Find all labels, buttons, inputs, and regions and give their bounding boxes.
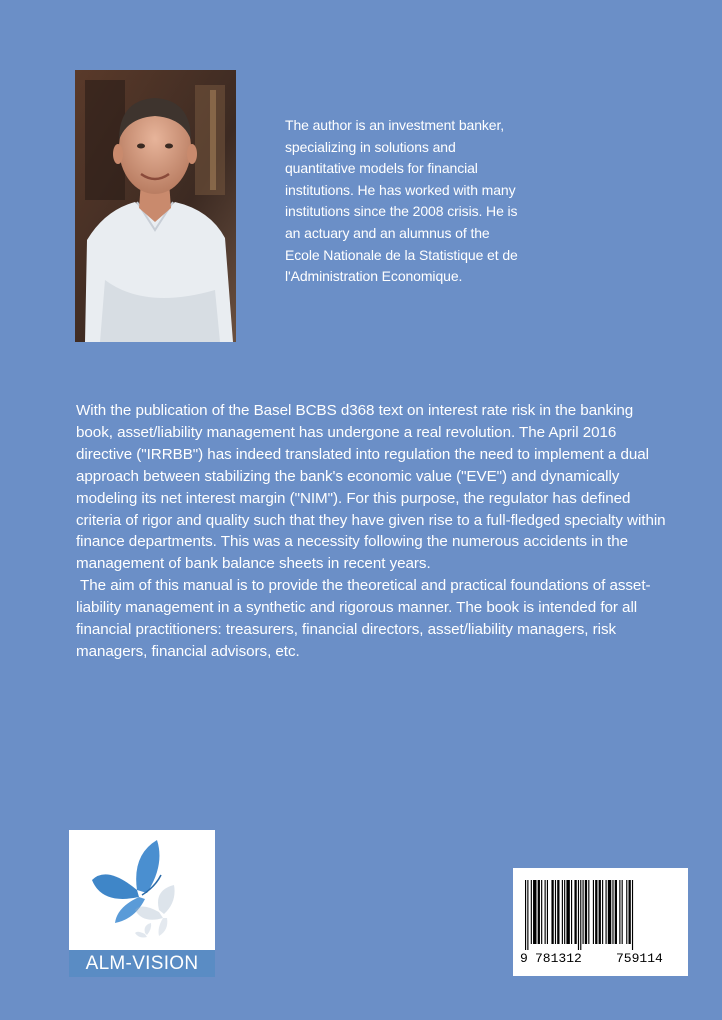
barcode-bar	[525, 880, 526, 950]
barcode-bar	[557, 880, 559, 944]
barcode-bar	[538, 880, 540, 944]
barcode-bar	[564, 880, 565, 944]
barcode-bar	[562, 880, 563, 944]
barcode-bar	[583, 880, 584, 944]
barcode-bar	[527, 880, 528, 950]
barcode-bar	[595, 880, 597, 944]
butterfly-icon	[69, 830, 215, 950]
description-paragraph-1: With the publication of the Basel BCBS d368 text on interest rate risk in the banking book, asset/liability management has undergone a real revolution. The April 2016 directive ("IRRBB") has indeed translated into regulation the need to implement a dual approach between stabilizing the bank's economic value ("EVE") and dynamically modeling its net interest margin ("NIM"). For this purpose, the regulator has defined criteria of rigor and quality such that they have given rise to a full-fledged specialty within finance departments. This was a necessity following the numerous accidents in the management of bank balance sheets in recent years.	[76, 402, 666, 573]
isbn-barcode	[513, 868, 688, 976]
barcode-bar	[606, 880, 607, 944]
barcode-bar	[574, 880, 576, 944]
barcode-bar	[632, 880, 633, 950]
barcode-bar	[555, 880, 556, 944]
barcode-bar	[629, 880, 631, 944]
barcode-bar	[608, 880, 611, 944]
publisher-name: ALM-VISION	[69, 950, 215, 977]
isbn-group-1: 781312	[535, 951, 582, 966]
barcode-bar	[593, 880, 594, 944]
barcode-bar	[585, 880, 587, 944]
barcode-bar	[566, 880, 569, 944]
book-description	[76, 400, 670, 663]
barcode-bar	[626, 880, 627, 944]
author-bio: The author is an investment banker, specializing in solutions and quantitative models for financial institutions. He has worked with many institutions since the 2008 crisis. He is an actuary and an alumnus of the Ecole Nationale de la Statistique et de l'Administration Economique.	[285, 117, 518, 285]
barcode-bar	[615, 880, 617, 944]
barcode-bar	[531, 880, 532, 944]
barcode-bar	[541, 880, 542, 944]
isbn-prefix: 9	[520, 951, 528, 966]
barcode-bar	[588, 880, 589, 944]
barcode-bar	[533, 880, 536, 944]
barcode-bar	[622, 880, 623, 944]
barcode-bar	[612, 880, 613, 944]
isbn-group-2: 759114	[616, 951, 663, 966]
barcode-bar	[578, 880, 579, 950]
barcode-bar	[547, 880, 548, 944]
barcode-bar	[602, 880, 603, 944]
barcode-bar	[619, 880, 620, 944]
barcode-bar	[545, 880, 546, 944]
description-paragraph-2: The aim of this manual is to provide the theoretical and practical foundations of asset-liability management in a synthetic and rigorous manner. The book is intended for all financial practitioners: treasurers, financial directors, asset/liability managers, risk managers, financial advisors, etc.	[76, 577, 651, 660]
barcode-bar	[599, 880, 601, 944]
author-photo	[75, 70, 236, 342]
barcode-bar	[551, 880, 553, 944]
publisher-logo	[69, 830, 215, 977]
barcode-bar	[571, 880, 572, 944]
barcode-bar	[580, 880, 581, 950]
